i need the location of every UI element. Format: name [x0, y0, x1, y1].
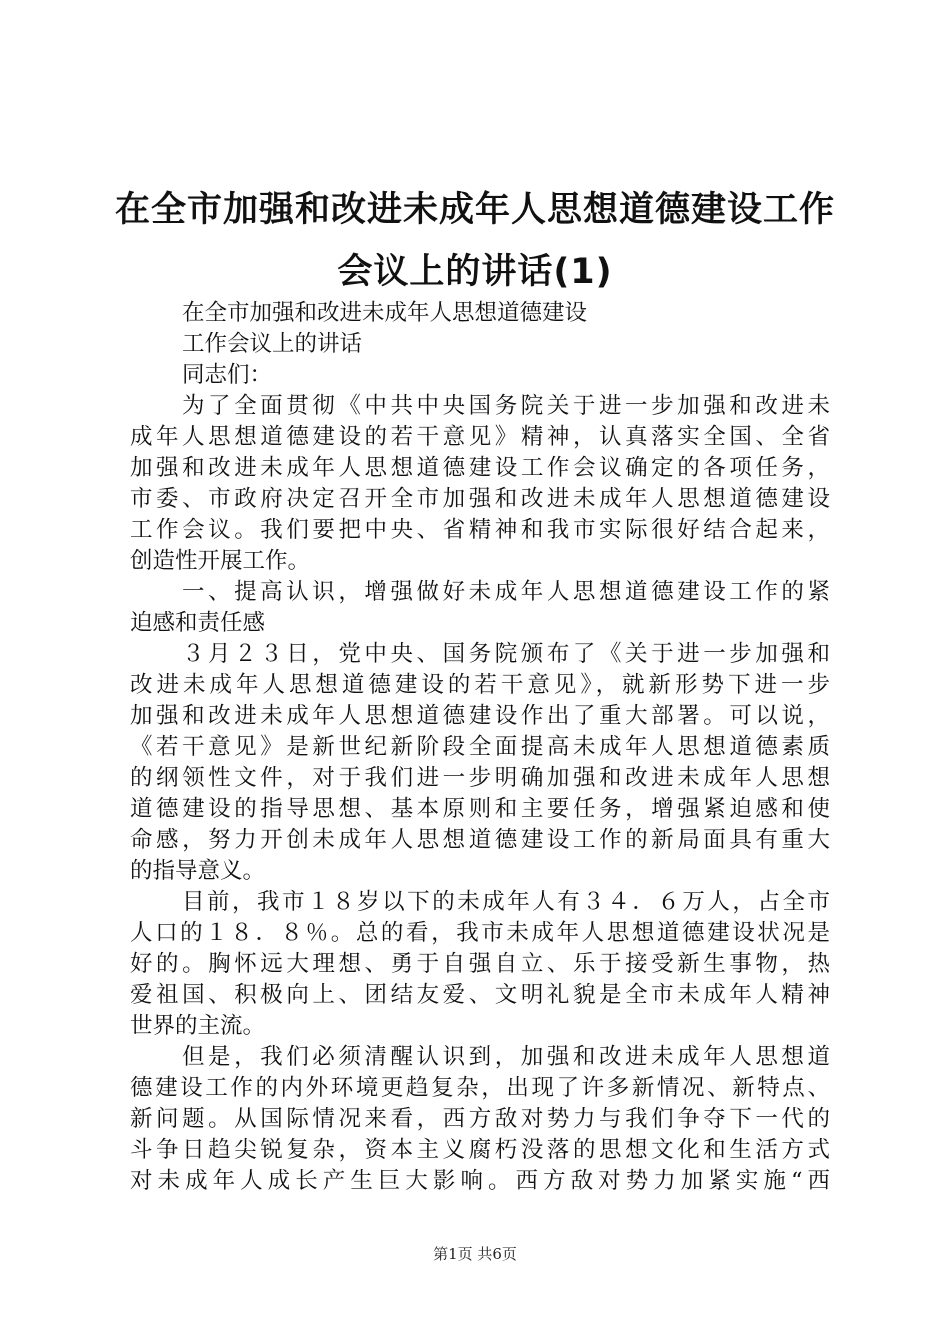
paragraph-line: 德建设工作的内外环境更趋复杂，出现了许多新情况、新特点、 [130, 1075, 830, 1101]
paragraph-line: 工作会议。我们要把中央、省精神和我市实际很好结合起来， [130, 517, 830, 543]
section-heading-line: 迫感和责任感 [130, 610, 266, 636]
salutation: 同志们： [182, 362, 273, 388]
paragraph-line: 命感，努力开创未成年人思想道德建设工作的新局面具有重大 [130, 827, 830, 853]
paragraph-line: 但是，我们必须清醒认识到，加强和改进未成年人思想道 [182, 1044, 830, 1070]
paragraph-line: 成年人思想道德建设的若干意见》精神，认真落实全国、全省 [130, 424, 830, 450]
paragraph-line: 市委、市政府决定召开全市加强和改进未成年人思想道德建设 [130, 486, 830, 512]
subtitle-line: 在全市加强和改进未成年人思想道德建设 [182, 300, 588, 326]
document-title-line-2: 会议上的讲话(1) [337, 252, 613, 292]
paragraph-line: 《若干意见》是新世纪新阶段全面提高未成年人思想道德素质 [130, 734, 830, 760]
page-number-footer: 第1页 共6页 [433, 1245, 517, 1263]
paragraph-line: 的纲领性文件，对于我们进一步明确加强和改进未成年人思想 [130, 765, 830, 791]
document-body [130, 298, 830, 1197]
paragraph-line: 加强和改进未成年人思想道德建设作出了重大部署。可以说， [130, 703, 830, 729]
paragraph-line: 加强和改进未成年人思想道德建设工作会议确定的各项任务， [130, 455, 830, 481]
paragraph-line: 世界的主流。 [130, 1013, 266, 1039]
document-title-line-1: 在全市加强和改进未成年人思想道德建设工作 [114, 190, 835, 230]
paragraph-line: 改进未成年人思想道德建设的若干意见》，就新形势下进一步 [130, 672, 830, 698]
paragraph-line: 目前，我市１８岁以下的未成年人有３４．６万人，占全市 [182, 889, 830, 915]
paragraph-line: 道德建设的指导思想、基本原则和主要任务，增强紧迫感和使 [130, 796, 830, 822]
paragraph-line: ３月２３日，党中央、国务院颁布了《关于进一步加强和 [182, 641, 830, 667]
paragraph-line: 对未成年人成长产生巨大影响。西方敌对势力加紧实施“西 [130, 1168, 830, 1194]
section-heading-line: 一、提高认识，增强做好未成年人思想道德建设工作的紧 [182, 579, 830, 605]
paragraph-line: 好的。胸怀远大理想、勇于自强自立、乐于接受新生事物，热 [130, 951, 830, 977]
paragraph-line: 斗争日趋尖锐复杂，资本主义腐朽没落的思想文化和生活方式 [130, 1137, 830, 1163]
paragraph-line: 创造性开展工作。 [130, 548, 311, 574]
subtitle-line: 工作会议上的讲话 [182, 331, 363, 357]
paragraph-line: 的指导意义。 [130, 858, 266, 884]
paragraph-line: 新问题。从国际情况来看，西方敌对势力与我们争夺下一代的 [130, 1106, 830, 1132]
paragraph-line: 人口的１８．８％。总的看，我市未成年人思想道德建设状况是 [130, 920, 830, 946]
paragraph-line: 爱祖国、积极向上、团结友爱、文明礼貌是全市未成年人精神 [130, 982, 830, 1008]
paragraph-line: 为了全面贯彻《中共中央国务院关于进一步加强和改进未 [182, 393, 830, 419]
